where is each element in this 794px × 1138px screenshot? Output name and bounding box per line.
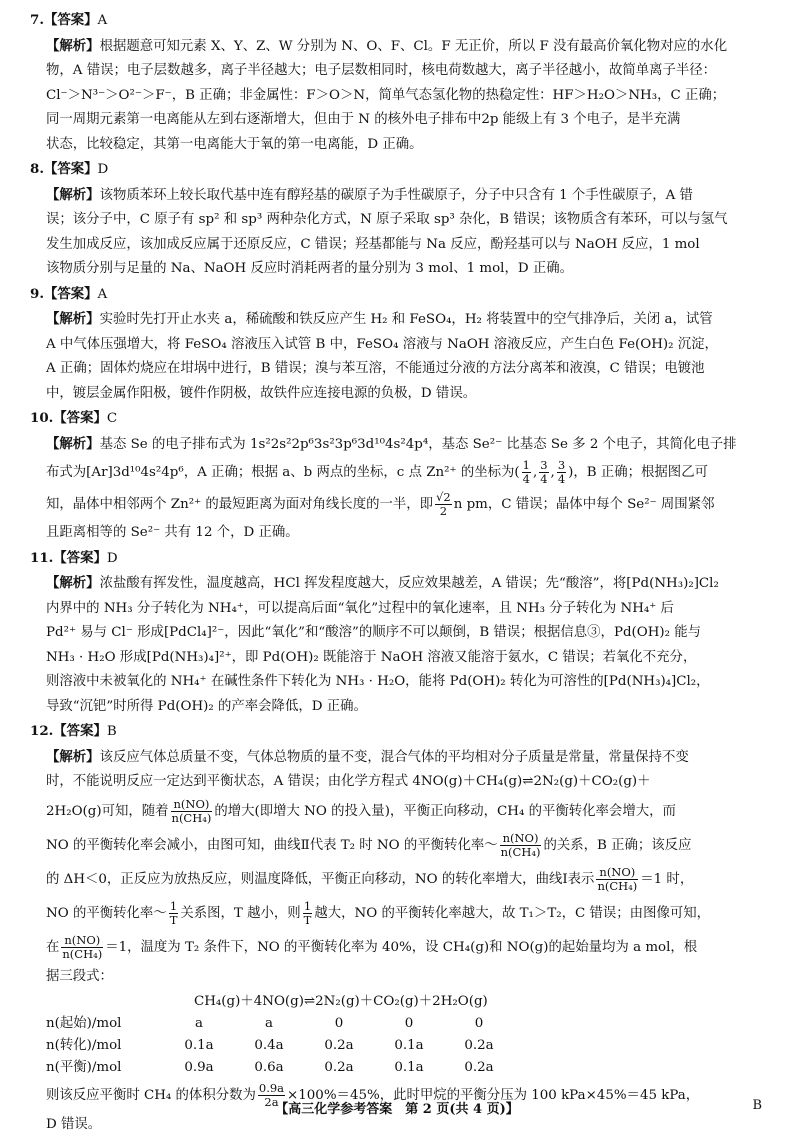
analysis-text: 关系图，T 越小，则 xyxy=(180,905,301,921)
analysis-text: 内界中的 NH₃ 分子转化为 NH₄⁺，可以提高后面“氧化”过程中的氧化速率，且 NH₃ 分子转化为 NH₄⁺ 后 xyxy=(46,600,674,616)
analysis-text: 同一周期元素第一电离能从左到右逐渐增大，但由于 N 的核外电子排布中2p 能级上有 3 个电子，是半充满 xyxy=(46,112,681,127)
analysis-text: NH₃ · H₂O 形成[Pd(NH₃)₄]²⁺，即 Pd(OH)₂ 既能溶于 NaOH 溶液又能溶于氨水，C 错误；若氧化不充分， xyxy=(46,649,697,665)
analysis-text: 2H₂O(g)可知，随着 xyxy=(46,803,169,819)
analysis-text: 根据题意可知元素 X、Y、Z、W 分别为 N、O、F、Cl。F 无正价，所以 F 没有最高价氧化物对应的水化 xyxy=(99,38,728,54)
reaction-equation: CH₄(g)＋4NO(g)⇌2N₂(g)＋CO₂(g)＋2H₂O(g) xyxy=(194,994,488,1009)
answer-value: B xyxy=(106,724,117,739)
analysis-text: n pm，C 错误；晶体中每个 Se²⁻ 周围紧邻 xyxy=(453,497,715,512)
analysis-tag: 【解析】 xyxy=(46,186,100,203)
analysis-text: ＝1，温度为 T₂ 条件下，NO 的平衡转化率为 40%，设 CH₄(g)和 NO(g)的起始量均为 a mol，根 xyxy=(105,939,698,955)
fraction: $\frac{n(NO)}{\text{n(CH₄)}}$ xyxy=(500,830,541,859)
question-number: 8. xyxy=(30,161,44,177)
analysis-text: 实验时先打开止水夹 a，稀硫酸和铁反应产生 H₂ 和 FeSO₄，H₂ 将装置中的空气排净后，关闭 a，试管 xyxy=(99,312,713,327)
answer-tag: 【答案】 xyxy=(43,12,98,28)
question-number: 7. xyxy=(30,12,44,28)
answer-value: D xyxy=(106,550,118,566)
analysis-text: 的增大(即增大 NO 的投入量)，平衡正向移动，CH₄ 的平衡转化率会增大，而 xyxy=(214,803,676,819)
fraction: $\frac{1}{T}$ xyxy=(303,898,312,927)
table-row: n(起始)/mol a a 0 0 0 xyxy=(46,1016,484,1031)
analysis-text: 该物质苯环上较长取代基中连有醇羟基的碳原子为手性碳原子，分子中只含有 1 个手性碳原子，A 错 xyxy=(99,187,693,203)
analysis-text: 物，A 错误；电子层数越多，离子半径越大；电子层数相同时，核电荷数越大，离子半径越小，故简单离子半径： xyxy=(46,63,717,78)
question-12 xyxy=(30,719,772,1138)
analysis-text: 中，镀层金属作阳极，镀件作阴极，故铁件应连接电源的负极，D 错误。 xyxy=(46,385,477,401)
analysis-text: A 正确；固体灼烧应在坩埚中进行，B 错误；溴与苯互溶，不能通过分液的方法分离苯和液溴，C 错误；电镀池 xyxy=(46,361,705,376)
analysis-text: 布式为[Ar]3d¹⁰4s²4p⁶，A 正确；根据 a、b 两点的坐标，c 点 Zn²⁺ 的坐标为( xyxy=(46,465,520,480)
table-row: n(转化)/mol 0.1a 0.4a 0.2a 0.1a 0.2a xyxy=(46,1038,494,1053)
analysis-text: 误；该分子中，C 原子有 sp² 和 sp³ 两种杂化方式，N 原子采取 sp³ 杂化，B 错误；该物质含有苯环，可以与氢气 xyxy=(46,212,728,227)
analysis-text: D 错误。 xyxy=(46,1117,102,1132)
fraction: $\frac{n(NO)}{\text{n(CH₄)}}$ xyxy=(62,932,103,961)
answer-tag: 【答案】 xyxy=(53,723,107,739)
answer-tag: 【答案】 xyxy=(53,410,107,426)
fraction: $\frac{3}{4}$ xyxy=(557,458,566,486)
analysis-text: NO 的平衡转化率会减小，由图可知，曲线Ⅱ代表 T₂ 时 NO 的平衡转化率～ xyxy=(46,837,498,853)
answer-tag: 【答案】 xyxy=(43,285,98,302)
fraction: $\frac{0.9a}{2a}$ xyxy=(258,1081,285,1109)
analysis-text: 则溶液中未被氧化的 NH₄⁺ 在碱性条件下转化为 NH₃ · H₂O，能将 Pd(OH)₂ 转化为可溶性的[Pd(NH₃)₄]Cl₂， xyxy=(46,674,710,689)
analysis-text: 导致“沉钯”时所得 Pd(OH)₂ 的产率会降低，D 正确。 xyxy=(46,698,367,714)
version-mark: B xyxy=(752,1098,762,1113)
analysis-tag: 【解析】 xyxy=(46,575,100,591)
table-row: n(平衡)/mol 0.9a 0.6a 0.2a 0.1a 0.2a xyxy=(46,1060,494,1075)
page-footer: 【高三化学参考答案 第 2 页(共 4 页)】 xyxy=(275,1102,519,1117)
analysis-tag: 【解析】 xyxy=(46,37,100,54)
analysis-text: 该物质分别与足量的 Na、NaOH 反应时消耗两者的量分别为 3 mol、1 mol，D 正确。 xyxy=(46,261,573,276)
analysis-text: 发生加成反应，该加成反应属于还原反应，C 错误；羟基都能与 Na 反应，酚羟基可以与 NaOH 反应，1 mol xyxy=(46,236,700,252)
answer-value: D xyxy=(97,162,109,177)
fraction: $\frac{√2}{2}$ xyxy=(436,490,451,518)
answer-page xyxy=(30,8,772,1138)
answer-value: A xyxy=(97,13,108,28)
analysis-tag: 【解析】 xyxy=(46,311,100,327)
question-9 xyxy=(30,282,772,407)
fraction: $\frac{n(NO)}{\text{n(CH₄)}}$ xyxy=(597,864,638,893)
question-number: 11. xyxy=(30,549,54,566)
answer-tag: 【答案】 xyxy=(43,161,98,177)
answer-value: A xyxy=(97,286,108,302)
question-number: 10. xyxy=(30,410,54,426)
analysis-tag: 【解析】 xyxy=(46,748,100,765)
question-number: 12. xyxy=(30,723,54,739)
analysis-text: ＝1 时， xyxy=(640,871,694,887)
analysis-text: 越大，NO 的平衡转化率越大，故 T₁＞T₂，C 错误；由图像可知， xyxy=(314,905,711,921)
analysis-text: 的关系，B 正确；该反应 xyxy=(543,837,692,853)
analysis-text: Pd²⁺ 易与 Cl⁻ 形成[PdCl₄]²⁻，因此“氧化”和“酸溶”的顺序不可以颠倒，B 错误；根据信息③，Pd(OH)₂ 能与 xyxy=(46,625,702,640)
fraction: $\frac{n(NO)}{\text{n(CH₄)}}$ xyxy=(171,796,212,825)
question-8 xyxy=(30,157,772,282)
fraction: $\frac{1}{4}$ xyxy=(522,458,530,486)
answer-value: C xyxy=(106,411,118,426)
analysis-text: Cl⁻＞N³⁻＞O²⁻＞F⁻，B 正确；非金属性：F＞O＞N，简单气态氢化物的热稳定性：HF＞H₂O＞NH₃，C 正确； xyxy=(46,87,726,103)
analysis-text: 知，晶体中相邻两个 Zn²⁺ 的最短距离为面对角线长度的一半，即 xyxy=(46,497,434,512)
question-7 xyxy=(30,8,772,157)
analysis-text: ×100%＝45%，此时甲烷的平衡分压为 100 kPa×45%＝45 kPa， xyxy=(287,1088,700,1103)
analysis-tag: 【解析】 xyxy=(46,435,100,452)
analysis-text: )，B 正确；根据图乙可 xyxy=(568,465,708,480)
fraction: $\frac{1}{T}$ xyxy=(169,898,178,927)
analysis-text: 则该反应平衡时 CH₄ 的体积分数为 xyxy=(46,1088,256,1103)
analysis-text: 据三段式： xyxy=(46,968,113,984)
analysis-text: 状态，比较稳定，其第一电离能大于氧的第一电离能，D 正确。 xyxy=(46,136,423,152)
analysis-text: A 中气体压强增大，将 FeSO₄ 溶液压入试管 B 中，FeSO₄ 溶液与 NaOH 溶液反应，产生白色 Fe(OH)₂ 沉淀， xyxy=(46,336,718,352)
question-11 xyxy=(30,546,772,720)
analysis-text: NO 的平衡转化率～ xyxy=(46,905,167,921)
analysis-text: 该反应气体总质量不变，气体总物质的量不变，混合气体的平均相对分子质量是常量，常量保持不变 xyxy=(99,749,689,765)
analysis-text: 且距离相等的 Se²⁻ 共有 12 个，D 正确。 xyxy=(46,525,299,540)
answer-tag: 【答案】 xyxy=(53,549,107,566)
question-10: 10.【答案】C 【解析】基态 Se 的电子排布式为 1s²2s²2p⁶3s²3p⁶3d¹⁰4s²4p⁴，基态 Se²⁻ 比基态 Se 多 2 个电子，其简化电子排 布式为[Ar]3d¹⁰4s²4p⁶，A 正确；根据 a、b 两点的坐标，c 点 Zn²⁺ 的坐标为( $\frac{1}{4}$ , $\frac{3}{4}$ , $\frac{3}{4}$ )，B 正确；根据图乙可 知，晶体中相邻两个 Zn²⁺ 的最短距离为面对角线长度的一半，即 $\frac{√2}{2}$ n pm，C 错误；晶体中每个 Se²⁻ 周围紧邻 且距离相等的 Se²⁻ 共有 12 个，D 正确。 xyxy=(30,406,772,546)
three-stage-table xyxy=(30,991,772,1079)
analysis-text: 的 ΔH＜0，正反应为放热反应，则温度降低，平衡正向移动，NO 的转化率增大，曲线Ⅰ表示 xyxy=(46,871,595,887)
analysis-text: 在 xyxy=(46,939,60,955)
analysis-text: 时，不能说明反应一定达到平衡状态，A 错误；由化学方程式 4NO(g)＋CH₄(g)⇌2N₂(g)＋CO₂(g)＋ xyxy=(46,774,651,789)
analysis-text: 浓盐酸有挥发性，温度越高，HCl 挥发程度越大，反应效果越差，A 错误；先“酸溶”，将[Pd(NH₃)₂]Cl₂ xyxy=(99,576,719,591)
analysis-text: 基态 Se 的电子排布式为 1s²2s²2p⁶3s²3p⁶3d¹⁰4s²4p⁴，基态 Se²⁻ 比基态 Se 多 2 个电子，其简化电子排 xyxy=(99,436,737,452)
fraction: $\frac{3}{4}$ xyxy=(540,458,548,486)
question-number: 9. xyxy=(30,285,44,302)
